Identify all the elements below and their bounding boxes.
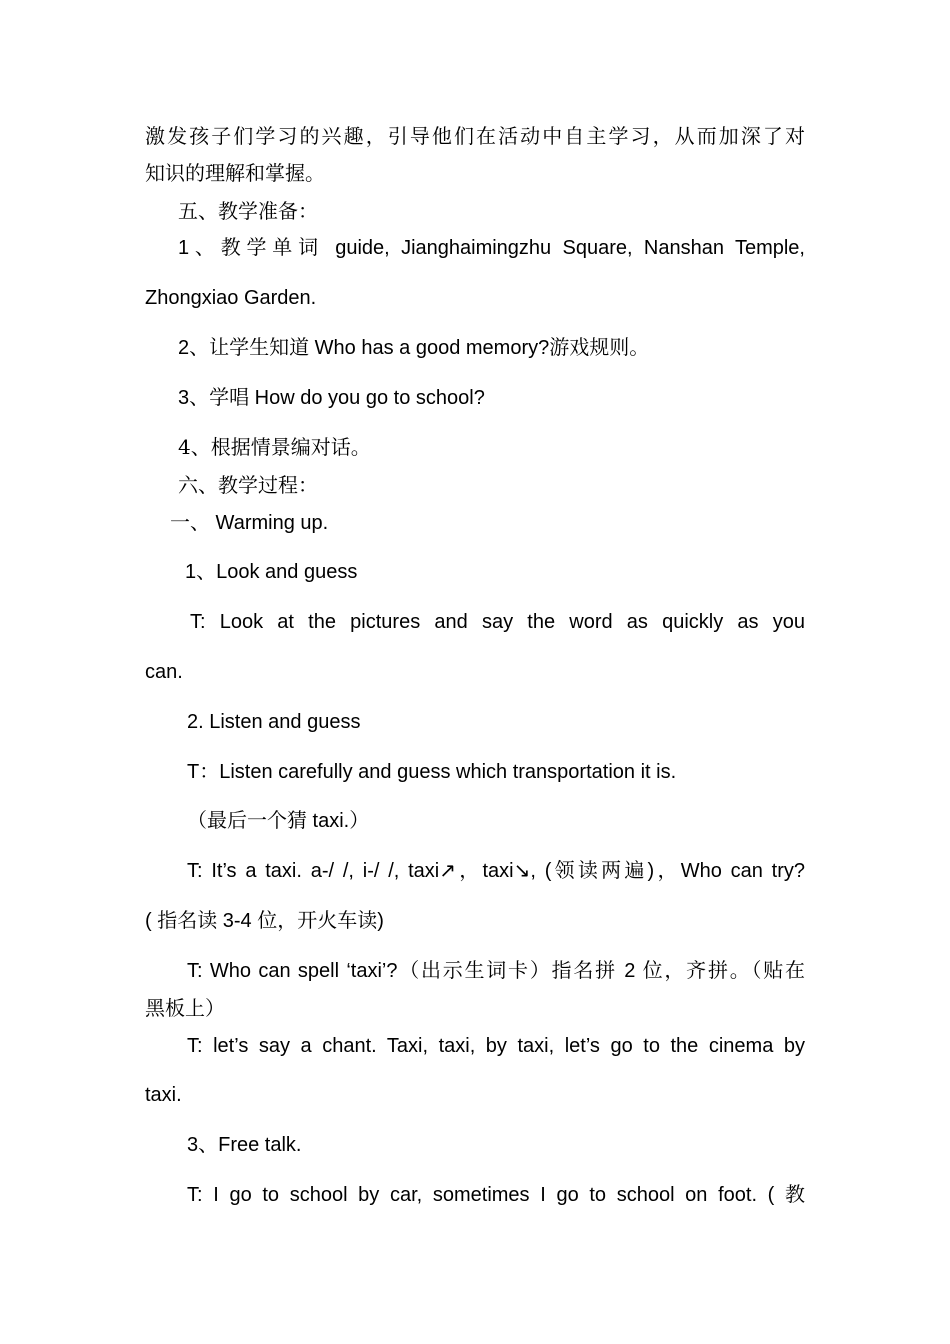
teacher-line-free-talk: T: I go to school by car, sometimes I go to school on foot. ( 教 (187, 1184, 805, 1206)
prep-item-1-line-2: Zhongxiao Garden. (145, 287, 317, 309)
step-listen-and-guess: 2. Listen and guess (187, 711, 361, 733)
prep-item-3: 3、学唱 How do you go to school? (178, 387, 485, 409)
prep-item-1-line-1: 1、教学单词 guide, Jianghaimingzhu Square, Nanshan Temple, (178, 237, 805, 259)
teacher-line-listen: T：Listen carefully and guess which transportation it is. (187, 761, 677, 783)
teacher-line-look-2: can. (145, 661, 183, 683)
step-heading-warming-up: 一、 Warming up. (170, 512, 329, 534)
teacher-line-taxi: T: It’s a taxi. a-/ /, i-/ /, taxi↗，taxi↘, (领读两遍)，Who can try? (187, 860, 805, 882)
prep-item-4: 4、根据情景编对话。 (178, 435, 371, 459)
step-look-and-guess: 1、Look and guess (185, 561, 358, 583)
teacher-line-look-1: T: Look at the pictures and say the word as quickly as you (190, 611, 805, 633)
teacher-line-spell-2: 黑板上） (145, 996, 225, 1020)
section-heading-process: 六、教学过程： (178, 473, 318, 497)
note-read-in-turn: ( 指名读 3-4 位，开火车读) (145, 910, 384, 932)
section-heading-preparation: 五、教学准备： (178, 199, 318, 223)
paragraph-intro-line-1: 激发孩子们学习的兴趣，引导他们在活动中自主学习，从而加深了对 (145, 124, 805, 148)
teacher-line-chant-2: taxi. (145, 1084, 182, 1106)
step-free-talk: 3、Free talk. (187, 1134, 302, 1156)
teacher-line-chant-1: T: let’s say a chant. Taxi, taxi, by taxi, let’s go to the cinema by (187, 1035, 805, 1057)
teacher-line-spell-1: T: Who can spell ‘taxi’?（出示生词卡）指名拼 2 位，齐拼。（贴在 (187, 960, 805, 982)
note-last-guess: （最后一个猜 taxi.） (187, 810, 370, 832)
paragraph-intro-line-2: 知识的理解和掌握。 (145, 161, 325, 185)
prep-item-2: 2、让学生知道 Who has a good memory?游戏规则。 (178, 337, 650, 359)
